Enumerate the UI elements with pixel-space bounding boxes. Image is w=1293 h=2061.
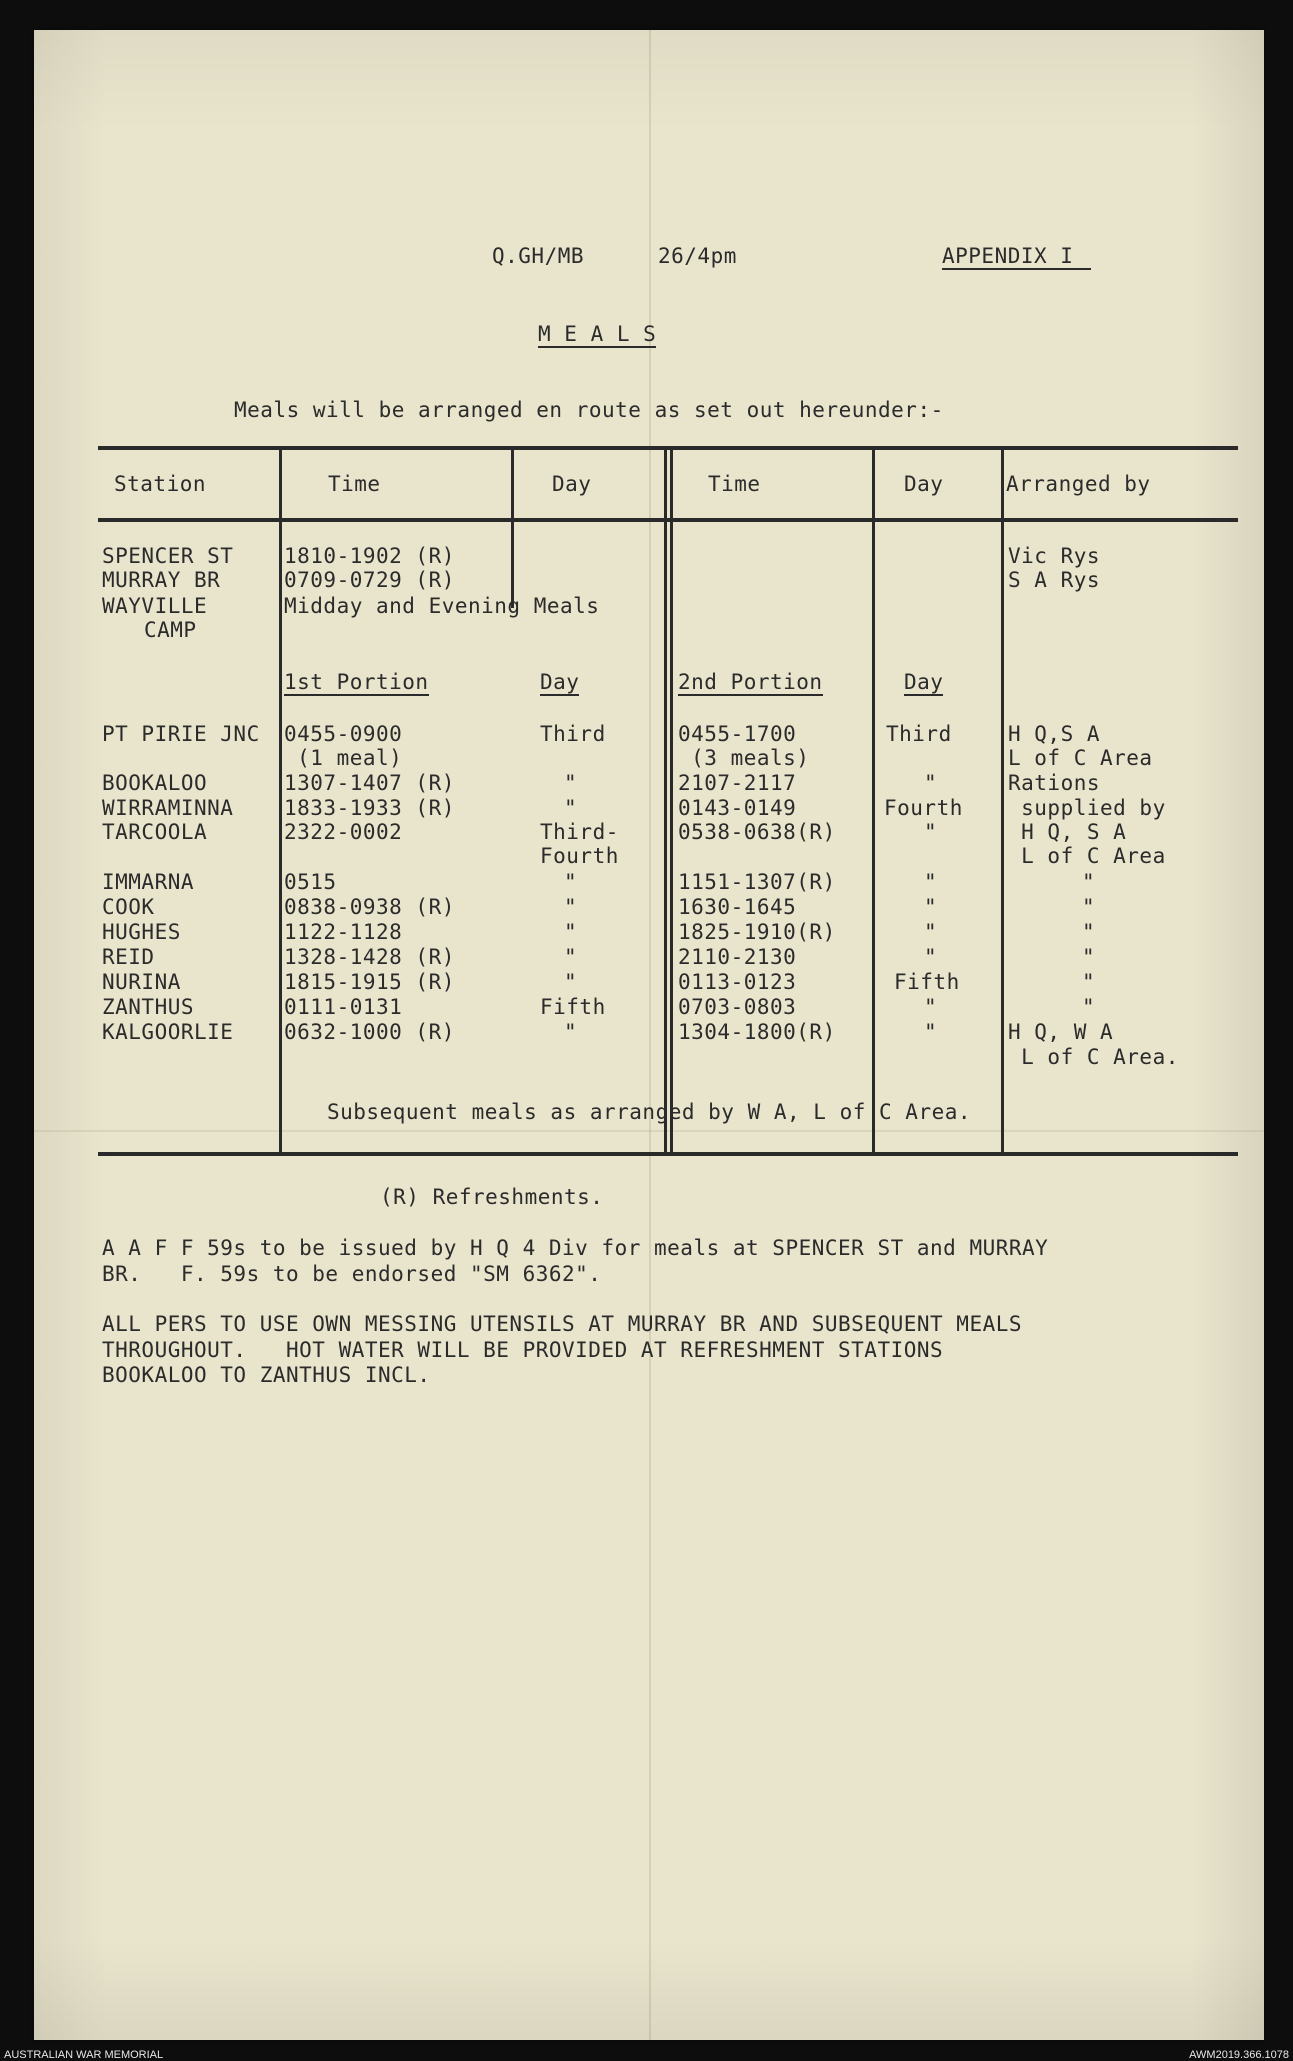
row-station: BOOKALOO [102,771,208,795]
row-day1: " [564,1020,578,1044]
row-by: " [1082,995,1096,1019]
subsequent-meals-note: Subsequent meals as arranged by W A, L of C Area. [327,1100,972,1124]
col-header-station: Station [114,472,207,496]
row-time2: 1304-1800(R) [678,1020,836,1044]
row-by: " [1082,945,1096,969]
time-wayville: Midday and Evening Meals [284,594,600,618]
row-time2: 1630-1645 [678,895,797,919]
row-by: H Q, S A [1008,820,1127,844]
row-day2: Third [886,722,952,746]
row-day1: Fifth [540,995,606,1019]
table-header-rule [98,518,1238,522]
row-day2: Fourth [884,796,963,820]
row-time1: (1 meal) [284,746,403,770]
table-bottom-rule [98,1152,1238,1156]
row-time1: 0111-0131 [284,995,403,1019]
row-day2: Fifth [894,970,960,994]
row-time1: 1307-1407 (R) [284,771,455,795]
row-time2: 2107-2117 [678,771,797,795]
row-day1: " [564,970,578,994]
row-day1: " [564,920,578,944]
intro-text: Meals will be arranged en route as set out hereunder:- [234,398,944,422]
row-time2: 0113-0123 [678,970,797,994]
row-station: KALGOORLIE [102,1020,234,1044]
row-station: NURINA [102,970,181,994]
col-header-time-1: Time [328,472,381,496]
row-station: ZANTHUS [102,995,195,1019]
footer-archive-label: AUSTRALIAN WAR MEMORIAL [4,2049,164,2061]
row-day2: " [924,820,938,844]
row-time1: 0632-1000 (R) [284,1020,455,1044]
row-by: " [1082,920,1096,944]
row-time2: 2110-2130 [678,945,797,969]
row-time1: 1122-1128 [284,920,403,944]
row-time1: 1328-1428 (R) [284,945,455,969]
row-day1: " [564,945,578,969]
row-by: supplied by [1008,796,1166,820]
row-station: REID [102,945,155,969]
note-utensils-line-3: BOOKALOO TO ZANTHUS INCL. [102,1363,431,1387]
row-by: H Q, W A [1008,1020,1114,1044]
row-by: " [1082,970,1096,994]
row-time1: 0515 [284,870,337,894]
row-day1: " [564,771,578,795]
row-day2: " [924,771,938,795]
row-time2: 0143-0149 [678,796,797,820]
col-divider-1 [279,448,282,1154]
row-station: COOK [102,895,155,919]
row-station: WIRRAMINNA [102,796,234,820]
row-day2: " [924,945,938,969]
row-day2: " [924,1020,938,1044]
station-murray-br: MURRAY BR [102,568,221,592]
table-top-rule [98,446,1238,450]
col-header-arranged-by: Arranged by [1006,472,1151,496]
row-time2: (3 meals) [678,746,810,770]
row-time1: 1833-1933 (R) [284,796,455,820]
footer-accession-number: AWM2019.366.1078 [1189,2049,1289,2061]
row-time2: 1151-1307(R) [678,870,836,894]
col-divider-5 [1001,448,1004,1154]
subheader-second-portion: 2nd Portion [678,670,823,694]
row-time1: 0838-0938 (R) [284,895,455,919]
note-f59-line-2: BR. F. 59s to be endorsed "SM 6362". [102,1262,602,1286]
col-header-day-2: Day [904,472,944,496]
subheader-day-2: Day [904,670,944,694]
col-divider-3b [670,448,673,1154]
appendix-label: APPENDIX I [942,244,1091,270]
station-wayville: WAYVILLE [102,594,208,618]
row-day1: " [564,895,578,919]
time-spencer-st: 1810-1902 (R) [284,544,455,568]
row-time2: 0703-0803 [678,995,797,1019]
row-station: HUGHES [102,920,181,944]
row-by: L of C Area [1008,844,1166,868]
row-time2: 1825-1910(R) [678,920,836,944]
row-time1: 0455-0900 [284,722,403,746]
row-time1: 1815-1915 (R) [284,970,455,994]
row-day1: Fourth [540,844,619,868]
row-day1: " [564,796,578,820]
row-time1: 2322-0002 [284,820,403,844]
row-station: IMMARNA [102,870,195,894]
col-divider-4 [872,448,875,1154]
row-day2: " [924,920,938,944]
arranged-vic-rys: Vic Rys [1008,544,1101,568]
subheader-first-portion: 1st Portion [284,670,429,694]
row-by: Rations [1008,771,1101,795]
col-header-day-1: Day [552,472,592,496]
row-day1: Third [540,722,606,746]
col-header-time-2: Time [708,472,761,496]
row-day2: " [924,895,938,919]
row-by: L of C Area. [1008,1045,1179,1069]
row-by: " [1082,895,1096,919]
note-utensils-line-2: THROUGHOUT. HOT WATER WILL BE PROVIDED AT REFRESHMENT STATIONS [102,1338,944,1362]
row-time2: 0455-1700 [678,722,797,746]
subheader-day-1: Day [540,670,580,694]
row-by: " [1082,870,1096,894]
station-camp: CAMP [144,618,197,642]
col-divider-3a [664,448,667,1154]
paper-fold-horizontal [34,1130,1264,1132]
header-ref: Q.GH/MB [492,244,585,268]
refreshments-legend: (R) Refreshments. [380,1185,604,1209]
col-divider-2 [511,448,514,608]
row-day2: " [924,995,938,1019]
arranged-sa-rys: S A Rys [1008,568,1101,592]
row-day1: " [564,870,578,894]
header-date: 26/4pm [658,244,737,268]
row-station: TARCOOLA [102,820,208,844]
row-day2: " [924,870,938,894]
time-murray-br: 0709-0729 (R) [284,568,455,592]
row-time2: 0538-0638(R) [678,820,836,844]
row-station: PT PIRIE JNC [102,722,260,746]
row-by: H Q,S A [1008,722,1101,746]
page-title: M E A L S [538,322,657,346]
row-day1: Third- [540,820,619,844]
note-utensils-line-1: ALL PERS TO USE OWN MESSING UTENSILS AT MURRAY BR AND SUBSEQUENT MEALS [102,1312,1023,1336]
note-f59-line-1: A A F F 59s to be issued by H Q 4 Div for meals at SPENCER ST and MURRAY [102,1236,1049,1260]
row-by: L of C Area [1008,746,1153,770]
document-page [34,30,1264,2040]
station-spencer-st: SPENCER ST [102,544,234,568]
